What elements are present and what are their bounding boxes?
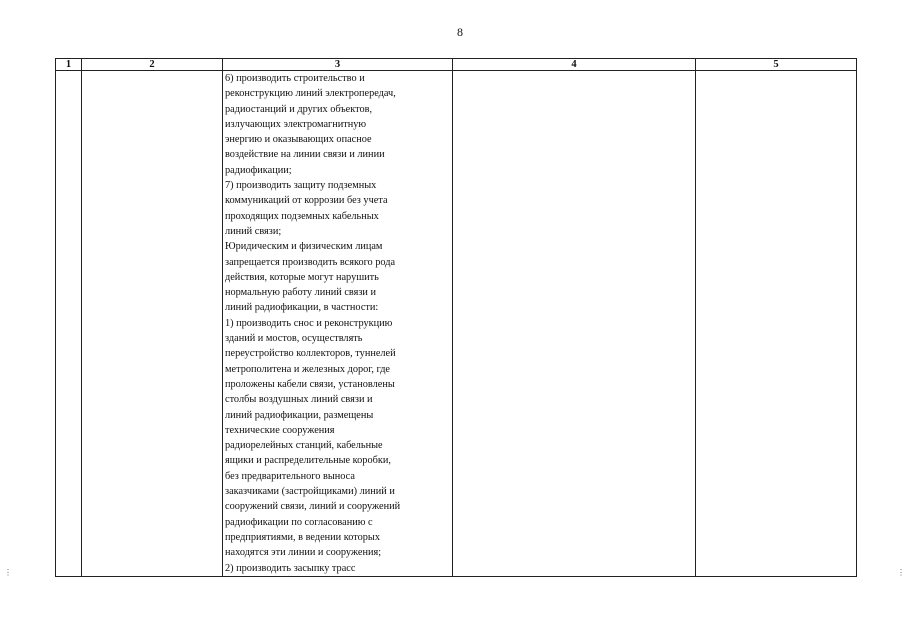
column-header-3: 3 [223,59,453,71]
column-header-1: 1 [56,59,82,71]
text-line: ящики и распределительные коробки, [225,455,391,467]
text-line: линий радиофикации, размещены [225,409,374,421]
text-line: действия, которые могут нарушить [225,271,379,283]
column-header-4: 4 [453,59,696,71]
text-line: радиорелейных станций, кабельные [225,440,383,452]
text-line: технические сооружения [225,424,335,436]
text-line: без предварительного выноса [225,470,355,482]
text-line: проходящих подземных кабельных [225,210,379,222]
text-line: сооружений связи, линий и сооружений [225,501,401,513]
text-line: линий радиофикации, в частности: [225,302,379,314]
column-header-5: 5 [696,59,857,71]
text-line: 1) производить снос и реконструкцию [225,317,393,329]
text-line: излучающих электромагнитную [225,118,367,130]
cell-column-3 [223,71,453,577]
table-row [56,71,857,577]
text-line: энергию и оказывающих опасное [225,134,372,146]
left-margin-mark: ⋮ [4,568,12,577]
text-line: 2) производить засыпку трасс [225,562,356,574]
text-line: метрополитена и железных дорог, где [225,363,391,375]
text-line: предприятиями, в ведении которых [225,531,380,543]
document-table [55,58,857,577]
text-line: нормальную работу линий связи и [225,287,377,299]
text-line: 7) производить защиту подземных [225,180,377,192]
cell-column-5 [696,71,857,577]
text-line: находятся эти линии и сооружения; [225,547,382,559]
text-line: запрещается производить всякого рода [225,256,396,268]
text-line: воздействие на линии связи и линии [225,149,385,161]
table-header-row [56,59,857,71]
cell-column-2 [82,71,223,577]
page-number: 8 [457,25,463,39]
text-line: зданий и мостов, осуществлять [225,333,363,345]
text-line: коммуникаций от коррозии без учета [225,195,388,207]
cell-column-1 [56,71,82,577]
text-line: линий связи; [225,225,282,237]
text-line: заказчиками (застройщиками) линий и [225,486,395,498]
column-3-text [223,71,452,576]
text-line: радиофикации; [225,164,292,176]
text-line: столбы воздушных линий связи и [225,394,373,406]
text-line: проложены кабели связи, установлены [225,378,395,390]
text-line: Юридическим и физическим лицам [225,241,383,253]
text-line: радиофикации по согласованию с [225,516,373,528]
right-margin-mark: ⋮ [897,568,905,577]
text-line: 6) производить строительство и [225,73,365,84]
cell-column-4 [453,71,696,577]
text-line: реконструкцию линий электропередач, [225,88,396,100]
text-line: радиостанций и других объектов, [225,103,373,115]
text-line: переустройство коллекторов, туннелей [225,348,396,360]
column-header-2: 2 [82,59,223,71]
